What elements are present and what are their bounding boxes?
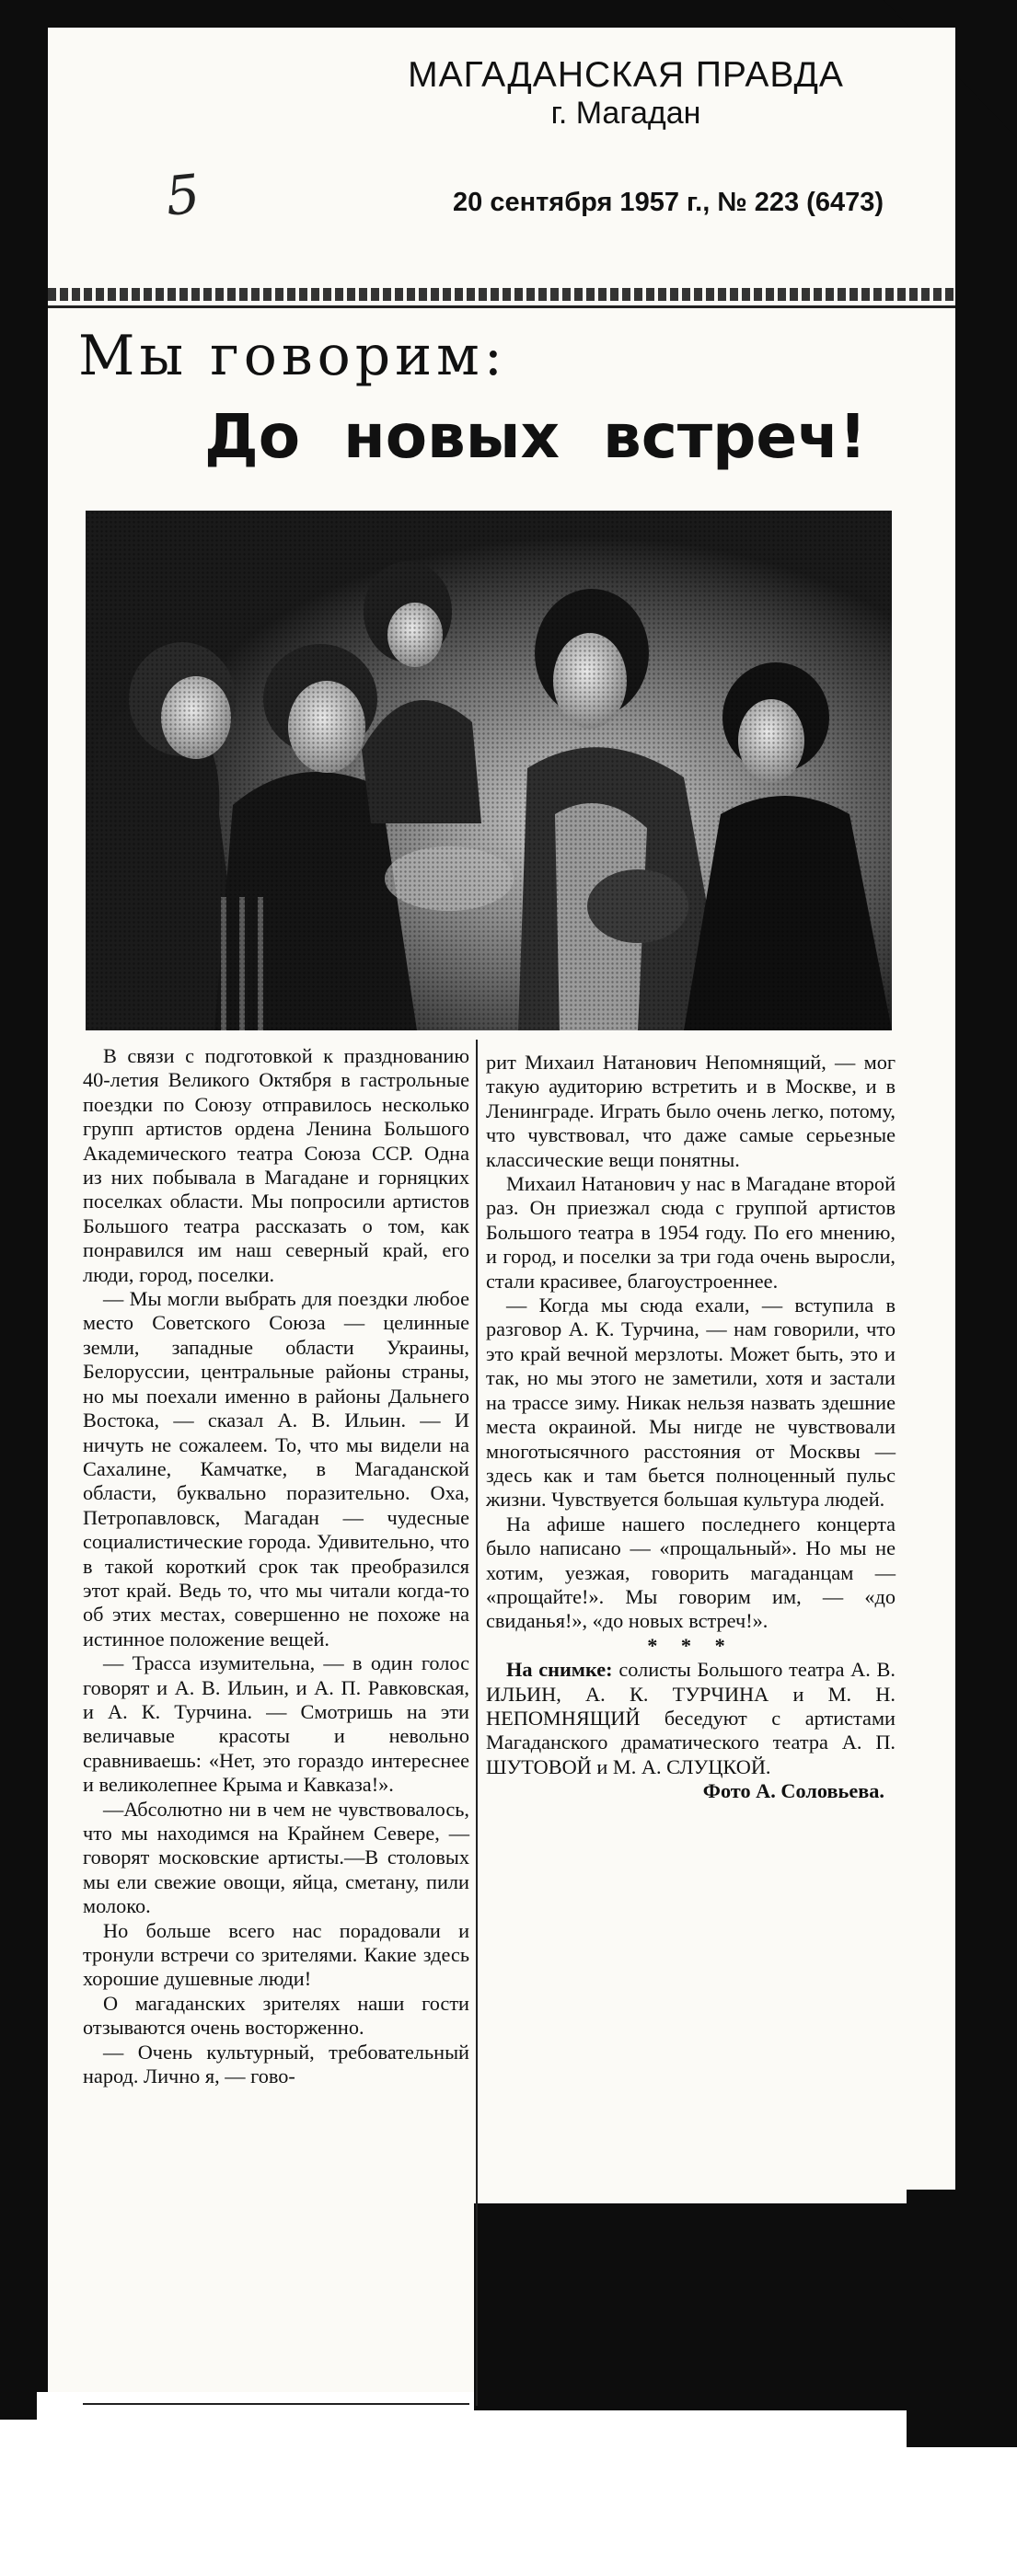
newspaper-name: МАГАДАНСКАЯ ПРАВДА [408, 55, 844, 95]
article-kicker: Мы говорим: [78, 324, 508, 388]
photo-caption [486, 1658, 896, 1779]
paragraph: — Очень культурный, требовательный народ. Лично я, — гово- [83, 2040, 469, 2088]
bottom-rule [83, 2403, 469, 2405]
masthead [350, 55, 902, 132]
scan-background-left-bottom [0, 2383, 37, 2420]
scan-background-left [0, 0, 48, 2392]
paragraph: Михаил Натанович у нас в Магадане второй раз. Он приезжал сюда с группой артистов Большого театра в 1954 году. По его мнению, и город, и поселки за три года очень выросли, стали красивее, благоустроеннее. [486, 1172, 896, 1293]
paragraph: — Трасса изумительна, — в один голос говорят и А. В. Ильин, и А. П. Равковская, и А. К. Турчина. — Смотришь на эти величавые красоты и невольно сравниваешь: «Нет, это гораздо интереснее и великолепнее Крыма и Кавказа!». [83, 1651, 469, 1797]
paragraph: Но больше всего нас порадовали и тронули встречи со зрителями. Какие здесь хорошие душевные люди! [83, 1918, 469, 1991]
article-headline: До новых встреч! [204, 401, 867, 472]
paragraph: рит Михаил Натанович Непомнящий, — мог такую аудиторию встретить и в Москве, и в Ленинграде. Играть было очень легко, потому, что чувствовал, что даже самые серьезные классические вещи понятны. [486, 1051, 896, 1171]
handwritten-page-number: 5 [162, 162, 203, 228]
column-divider [476, 1040, 478, 2406]
paragraph: — Мы могли выбрать для поездки любое место Советского Союза — целинные земли, западные области Украины, Белоруссии, центральные районы страны, но мы поехали именно в районы Дальнего Востока, — сказал А. В. Ильин. — И ничуть не сожалеем. То, что мы видели на Сахалине, Камчатке, в Магаданской области, буквально поразительно. Оха, Петропавловск, Магадан — чудесные социалистические города. Удивительно, что в такой короткий срок так преобразился этот край. Ведь то, что мы читали когда-то об этих местах, совершенно не похоже на истинное положение вещей. [83, 1287, 469, 1650]
caption-lead: На снимке: [506, 1658, 613, 1682]
header-rule [48, 305, 955, 308]
paragraph: В связи с подготовкой к празднованию 40-летия Великого Октября в гастрольные поездки по Союзу отправилось несколько групп артистов ордена Ленина Большого Академического театра Союза ССР. Одна из них побывала в Магадане и горняцких поселках области. Мы попросили артистов Большого театра рассказать о том, как понравился им наш северный край, его люди, город, поселки. [83, 1044, 469, 1286]
article-column-left [83, 1044, 469, 2088]
paragraph: —Абсолютно ни в чем не чувствовалось, что мы находимся на Крайнем Севере, — говорят московские артисты.—В столовых мы ели свежие овощи, яйца, сметану, пили молоко. [83, 1797, 469, 1918]
paragraph: На афише нашего последнего концерта было написано — «прощальный». Но мы не хотим, уезжая, говорить магаданцам — «прощайте!». Мы говорим им, — «до свиданья!», «до новых встреч!». [486, 1512, 896, 1633]
scan-background-top [0, 0, 1017, 28]
paragraph: О магаданских зрителях наши гости отзываются очень восторженно. [83, 1991, 469, 2040]
scan-background-right [955, 0, 1017, 2443]
issue-date-number: 20 сентября 1957 г., № 223 (6473) [453, 188, 884, 217]
ornamental-rule [48, 288, 955, 301]
newspaper-city: г. Магадан [550, 96, 701, 131]
scan-background-lower-right [474, 2203, 1017, 2410]
paragraph: — Когда мы сюда ехали, — вступила в разговор А. К. Турчина, — нам говорили, что это край вечной мерзлоты. Может быть, это и так, но мы этого не заметили, хотя и застали на трассе зиму. Никак нельзя назвать здешние места окраиной. Мы нигде не чувствовали многотысячного расстояния от Москвы — здесь как и там бьется полноценный пульс жизни. Чувствуется большая культура людей. [486, 1294, 896, 1512]
article-column-right [486, 1051, 896, 1804]
photo-credit: Фото А. Соловьева. [702, 1779, 884, 1803]
caption-text: солисты Большого театра А. В. ИЛЬИН, А. К. ТУРЧИНА и М. Н. НЕПОМНЯЩИЙ беседуют с артистами Магаданского драматического театра А. П. ШУТОВОЙ и М. А. СЛУЦКОЙ. [486, 1658, 896, 1778]
article-photograph [86, 511, 892, 1030]
section-separator: * * * [647, 1633, 734, 1657]
